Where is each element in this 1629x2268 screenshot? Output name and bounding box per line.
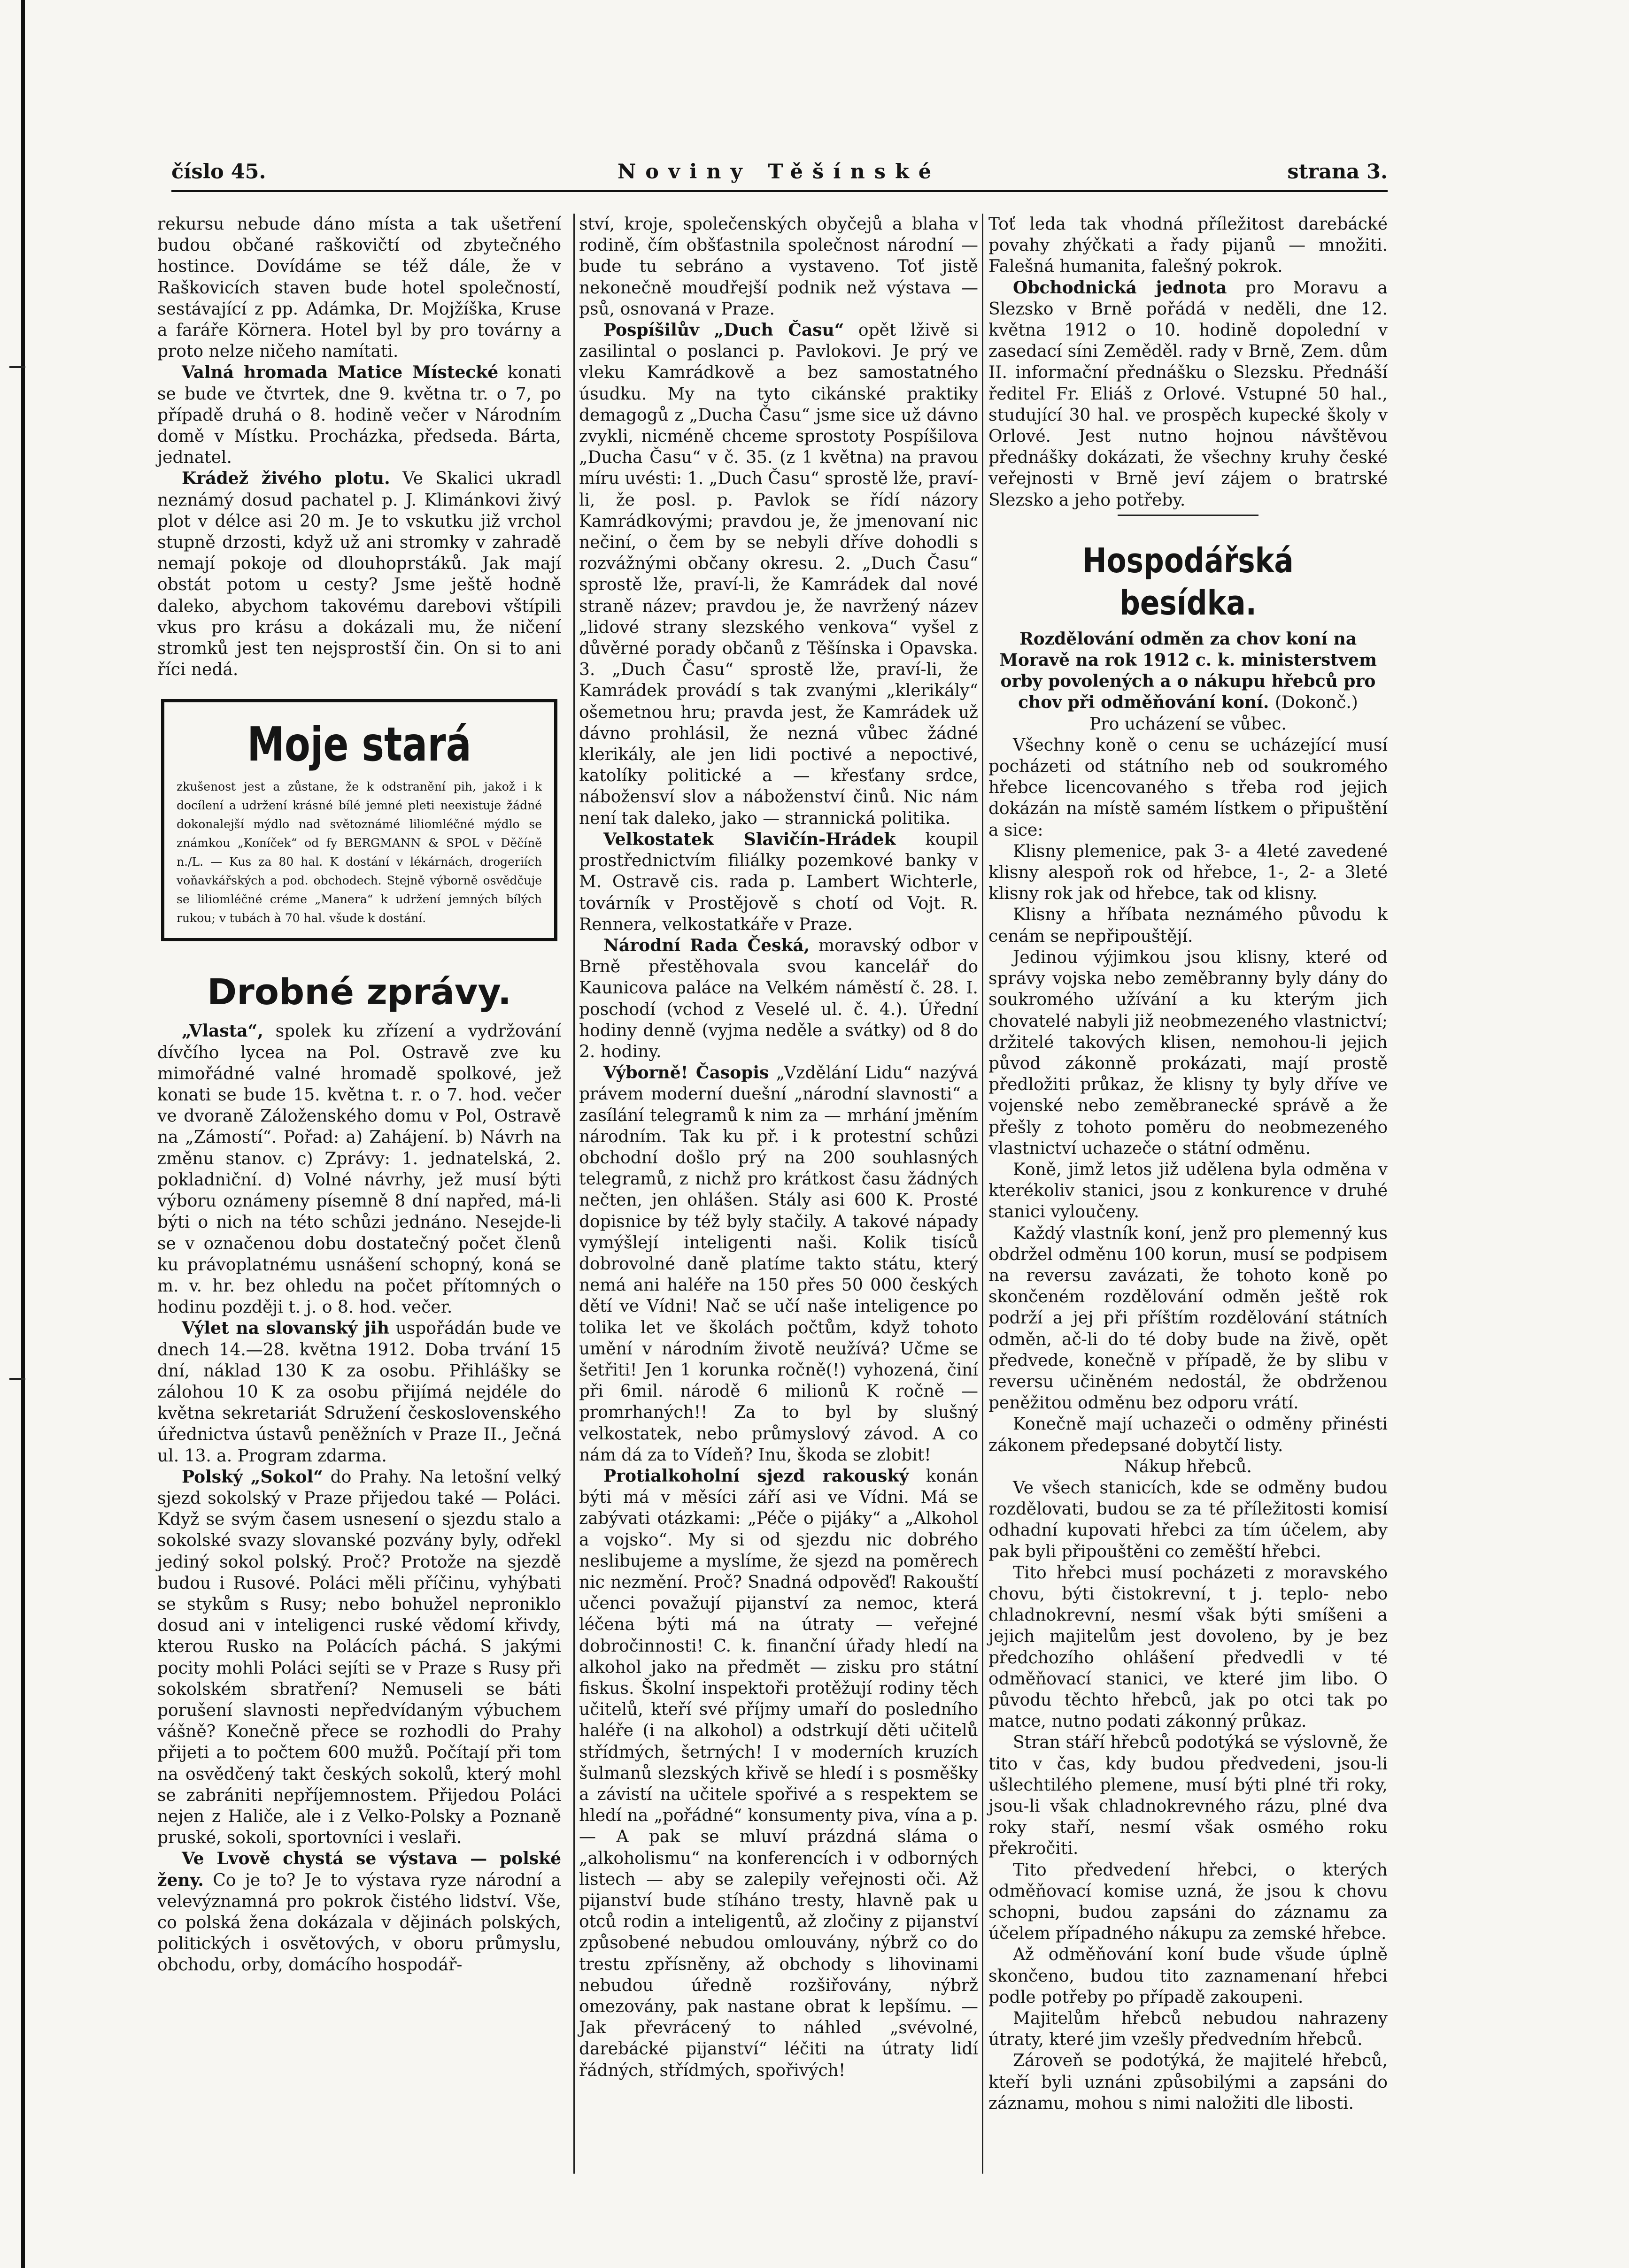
article [157, 1467, 561, 1849]
article-text: opět lživě si zasilintal o poslanci p. Pavlokovi. Je prý ve vleku Kamrádkově a bez samostatného úsudku. My na tyto cikánské praktiky demagogů z „Ducha Času“ jsme sice už dávno zvykli, nicméně chceme sprostoty Pospíšilova „Ducha Času“ v č. 35. (z 1 května) na pravou míru uvésti: 1. „Duch Času“ sprostě lže, praví-li, že posl. p. Pavlok se řídí názory Kamrádkovými; pravdou je, že jmenovaní nic nečiní, o čem by se nebyli dříve dohodli s rozvážnými občany okresu. 2. „Duch Času“ sprostě lže, praví-li, že Kamrádek dal nové straně název; pravdou je, že navržený název „lidové strany slezského venkova“ vyšel z důvěrné porady občanů z Těšínska i Opavska. 3. „Duch Času“ sprostě lže, praví-li, že Kamrádek provádí s tak zvanými „klerikály“ ošemetnou hru; pravda jest, že Kamrádek už dávno prohlásil, že nezná vůbec žádné klerikály, ale jen lidi poctivé a nepoctivé, katolíky politické a — křesťany srdce, nábožensví slov a náboženství činů. Nic nám není tak daleko, jako — strannická politika. [579, 321, 978, 828]
issue-number: číslo 45. [171, 160, 266, 184]
ad-body: zkušenost jest a zůstane, že k odstranění pih, jakož i k docílení a udržení krásné bílé jemné pleti neexistuje žádné dokonalejší mýdlo nad světoznámé liliomléčné mýdlo se známkou „Koníček“ od fy BERGMANN & SPOL v Děčíně n./L. — Kus za 80 hal. K dostání v lékárnách, drogeriích voňavkářských a pod. obchodech. Stejně výborně osvědčuje se liliomléčné créme „Manera“ k udržení jemných bílých rukou; v tubách à 70 hal. všude k dostání. [177, 780, 542, 925]
article [579, 214, 978, 320]
article-text: konán býti má v měsíci září asi ve Vídni. Má se zabývati otázkami: „Péče o pijáky“ a „Alkohol a vojsko“. My si od sjezdu nic dobrého neslibujeme a myslíme, že sjezd na poměrech nic nezmění. Proč? Snadná odpověď! Rakouští učenci považují pijanství za nemoc, která léčena býti má na útraty — veřejné dobročinnosti! C. k. finanční úřady hledí na alkohol jako na předmět — zisku pro státní fiskus. Školní inspektoři protěžují rodiny těch učitelů, kteří své příjmy umaří do posledního haléře (i na alkohol) a odstrkují děti učitelů střídmých, šetrných! I v moderních kruzích šulmanů slezských křivě se hledí i s posměšky a závistí na učitele spořivé a s respektem se hledí na „pořádné“ konsumenty piva, vína a p. — A pak se mluví prázdná sláma o „alkoholismu“ na konferencích i v odborných listech — aby se zalepily veřejnosti oči. Až pijanství bude stíháno tresty, hlavně pak u otců rodin a inteligentů, až zločiny z pijanství způsobené nebudou omlouvány, nýbrž co do trestu zpřísněny, až obchody s lihovinami nebudou úředně rozšiřovány, nýbrž omezovány, pak nastane obrat k lepšímu. — Jak převrácený to náhled „svévolné, darebácké pijanství“ léčiti na útraty lidí řádných, střídmých, spořivých! [579, 1466, 979, 2080]
newspaper-title: Noviny Těšínské [618, 160, 941, 184]
paragraph: Tito předvedení hřebci, o kterých odměňovací komise uzná, že jsou k chovu schopni, budou zapsáni do záznamu za účelem případného nákupu za zemské hřebce. [988, 1860, 1388, 1944]
edge-mark [9, 1378, 25, 1380]
article-lead: „Vlasta“, [182, 1021, 263, 1041]
article-lead: Národní Rada Česká, [603, 935, 810, 955]
article [157, 1318, 561, 1466]
article-lead: Polský „Sokol“ [182, 1467, 323, 1487]
section-title-hospodarska-besidka: Hospodářská besídka. [1082, 540, 1294, 623]
article [157, 1021, 561, 1318]
article [157, 362, 561, 468]
article [988, 214, 1388, 277]
page-edge [21, 0, 25, 2268]
article-text: ství, kroje, společenských obyčejů a blaha v rodině, čím obšťastnila společnost národní — bude tu sebráno a vystaveno. Toť jistě nekonečně moudřejší podnik než výstava — psů, osnovaná v Praze. [579, 215, 978, 319]
subheading: Nákup hřebců. [1124, 1457, 1252, 1476]
separator-rule [1118, 515, 1258, 516]
article-text: moravský odbor v Brně přestěhovala svou kancelář do Kaunicova paláce na Velkém náměstí č. 28. I. poschodí (vchod z Veselé ul. č. 4.). Úřední hodiny denně (vyjma neděle a svátky) od 8 do 2. hodiny. [579, 936, 979, 1061]
article-text: „Vzdělání Lidu“ nazývá právem moderní duešní „národní slavnosti“ a zasílání telegramů k nim za — mrhání jměním národním. Tak ku př. i k protestní schůzi obchodní došlo prý na 200 souhlasných telegramů, z nichž pro krátkost času žádných nečten, jen ohlášen. Stály asi 600 K. Prosté dopisnice by též byly stačily. A takové nápady vymýšlejí inteligenti naši. Kolik tisíců dobrovolné daně platíme takto státu, který nemá ani haléře na 150 přes 50 000 českých dětí ve Vídni! Nač se učí naše inteligence po tolika let ve školách počtům, když tohoto umění v národním životě neužívá? Učme se šetřiti! Jen 1 korunka ročně(!) vyhozená, činí při 6mil. národě 6 milionů K ročně — promrhaných!! Za to byl by slušný velkostatek, nebo průmyslový závod. A co nám dá za to Vídeň? Inu, škoda se zlobit! [579, 1063, 979, 1465]
paragraph: Ve všech stanicích, kde se odměny budou rozdělovati, budou se za té příležitosti komisí odhadní kupovati hřebci za tím účelem, aby pak byli připouštěni co zeměští hřebci. [988, 1478, 1388, 1561]
article [157, 1848, 561, 1976]
article [579, 1466, 978, 2081]
paragraph: Konečně mají uchazeči o odměny přinésti zákonem předepsané dobytčí listy. [988, 1415, 1388, 1455]
article-lead: Obchodnická jednota [1013, 277, 1227, 298]
column-rule [982, 214, 983, 2174]
article-text: konati se bude ve čtvrtek, dne 9. května tr. o 7, po případě druhá o 8. hodině večer v Národním domě v Místku. Procházka, předseda. Bárta, jednatel. [157, 363, 561, 468]
article [579, 935, 978, 1062]
column-1 [157, 214, 561, 1976]
article-lead: Krádež živého plotu. [182, 469, 390, 489]
paragraph: Tito hřebci musí pocházeti z moravského chovu, býti čistokrevní, t j. teplo- nebo chladnokrevní, nesmí však býti smíšeni a jejich majitelům jest dovoleno, by je bez předchozího ohlášení předvedli v té odměňovací stanici, ve které jim libo. O původu těchto hřebců, jak po otci tak po matce, nutno podati zákonný průkaz. [988, 1563, 1388, 1731]
paragraph: Všechny koně o cenu se ucházející musí pocházeti od státního neb od soukromého hřebce licencovaného s třeba rod jejich dokázán na místě samém lístkem o připuštění a sice: [988, 735, 1388, 840]
advertisement-box [161, 699, 557, 941]
article-text: Toť leda tak vhodná příležitost darebácké povahy zhýčkati a řady pijanů — množiti. Falešná humanita, falešný pokrok. [988, 215, 1388, 277]
article [988, 277, 1388, 511]
column-2 [579, 214, 978, 2081]
article [579, 1062, 978, 1466]
paragraph: Majitelům hřebců nebudou nahrazeny útraty, které jim vzešly předvedním hřebců. [988, 2009, 1388, 2050]
paragraph: Klisny a hříbata neznámého původu k cenám se nepřipouštějí. [988, 905, 1388, 946]
paragraph: Jedinou výjimkou jsou klisny, které od správy vojska nebo zeměbranny byly dány do soukromého užívání a ku kterým jich chovatelé nabyli již neobmezeného vlastnictví; držitelé takových klisen, nemohou-li jejich původ zákonně prokázati, mají prostě předložiti průkaz, že klisny ty byly dříve ve vojenské nebo zeměbranecké správě a že přešly z tohoto poměru do neobmezeného vlastnictví uchazeče o státní odměnu. [988, 947, 1388, 1158]
column-3 [988, 214, 1388, 2114]
section-title-drobne-zpravy: Drobné zprávy. [207, 971, 511, 1013]
article-text: spolek ku zřízení a vydržování dívčího lycea na Pol. Ostravě zve ku mimořádné valné hromadě spolkové, jež konati se bude 15. května t. r. o 7. hod. večer ve dvoraně Záloženského domu v Pol, Ostravě na „Zámostí“. Pořad: a) Zahájení. b) Návrh na změnu stanov. c) Zprávy: 1. jednatelská, 2. pokladniční. d) Volné návrhy, jež musí býti výboru oznámeny písemně 8 dní napřed, má-li býti o nich na této schůzi jednáno. Nesejde-li se v označenou dobu dostatečný počet členů ku právoplatnému usnášení schopný, koná se m. v. hr. bez ohledu na počet přítomných o hodinu později t. j. o 8. hod. večer. [157, 1022, 561, 1317]
article-subtitle: Rozdělování odměn za chov koní na Moravě na rok 1912 c. k. ministerstvem orby povolených a o nákupu hřebců pro chov při odměňování koní. (Dokonč.) [999, 629, 1377, 713]
page-header [171, 156, 1388, 189]
article-lead: Velkostatek Slavičín-Hrádek [603, 829, 896, 849]
paragraph: Zároveň se podotýká, že majitelé hřebců, kteří byli uznáni způsobilými a zapsáni do záznamu, mohou s nimi naložiti dle libosti. [988, 2051, 1388, 2113]
article-text: Co je to? Je to výstava ryze národní a velevýznamná pro pokrok čistého lidství. Vše, co polská žena dokázala v dějinách polských, politických i osvětových, v oboru průmyslu, obchodu, orby, domácího hospodář- [157, 1870, 561, 1975]
article-text: pro Moravu a Slezsko v Brně pořádá v neděli, dne 12. května 1912 o 10. hodině dopolední v zasedací síni Zeměděl. rady v Brně, Zem. dům II. informační přednášku o Slezsku. Přednáší ředitel Fr. Eliáš z Orlové. Vstupné 50 hal., studující 30 hal. ve prospěch kupecké školy v Orlové. Jest nutno hojnou návštěvou přednášky dokázati, že všechny kruhy české veřejnosti v Brně jeví zájem o bratrské Slezsko a jeho potřeby. [988, 278, 1388, 510]
column-rule [573, 214, 575, 2174]
article-text: Ve Skalici ukradl neznámý dosud pachatel p. J. Klimánkovi živý plot v délce asi 20 m. Je to vskutku již vrchol stupně drzosti, když už ani stromky v zahradě nemají pokoje od dlouhoprstáků. Jak mají obstát potom u cesty? Jsme ještě hodně daleko, abychom takovému darebovi vštípili vkus pro krásu a dokázali mu, že ničení stromků jest ten nejsprostší čin. On si to ani říci nedá. [157, 469, 561, 680]
continuation-note: (Dokonč.) [1274, 693, 1358, 713]
article-lead: Ve Lvově chystá se výstava — polské ženy. [157, 1849, 561, 1890]
article-text: uspořádán bude ve dnech 14.—28. května 1912. Doba trvání 15 dní, náklad 130 K za osobu. Přihlášky se zálohou 10 K za osobu přijímá nejdéle do května sekretariát Sdružení československého úřednictva ústavů peněžních v Praze II., Ječná ul. 13. a. Program zdarma. [157, 1319, 561, 1466]
ad-title: Moje stará [247, 717, 471, 772]
article-lead: Protialkoholní sjezd rakouský [603, 1466, 909, 1486]
header-rule [171, 190, 1388, 192]
article-lead: Valná hromada Matice Místecké [182, 362, 499, 383]
article-lead: Výborně! Časopis [603, 1063, 769, 1083]
subheading: Pro ucházení se vůbec. [1089, 714, 1287, 734]
article-lead: Pospíšilův „Duch Času“ [603, 320, 844, 340]
paragraph: Koně, jimž letos již udělena byla odměna v kterékoliv stanici, jsou z konkurence v druhé stanici vyloučeny. [988, 1160, 1388, 1222]
page-number: strana 3. [1287, 160, 1388, 184]
article-text: do Prahy. Na letošní velký sjezd sokolský v Praze přijedou také — Poláci. Když se svým časem usnesení o sjezdu stalo a sokolské svazy slovanské pozvány byly, odřekl jediný sokol polský. Proč? Protože na sjezdě budou i Rusové. Poláci měli příčinu, vyhýbati se stykům s Rusy; nebo bohužel neproniklo dosud ani v inteligenci ruské vědomí křivdy, kterou Rusko na Polácích páchá. S jakými pocity mohli Poláci sejíti se v Praze s Rusy při sokolském sbratření? Nemuseli se báti porušení slavnosti nepředvídaným výbuchem vášně? Konečně přece se rozhodli do Prahy přijeti a to počtem 600 mužů. Počítají při tom na osvědčený takt českých sokolů, který mohl se zabrániti nepříjemnostem. Přijedou Poláci nejen z Haliče, ale i z Velko-Polsky a Poznaně pruské, sokoli, sportovníci i veslaři. [157, 1467, 561, 1848]
paragraph: Každý vlastník koní, jenž pro plemenný kus obdržel odměnu 100 korun, musí se podpisem na reversu zavázati, že tohoto koně po skončeném rozdělování odměn ještě rok podrží a jej při příštím rozdělování státních odměn, ač-li do té doby bude na živě, opět předvede, konečně v případě, že by slibu v reversu učiněném nedostál, že obdrženou peněžitou odměnu bez odporu vrátí. [988, 1223, 1388, 1413]
paragraph: Klisny plemenice, pak 3- a 4leté zavedené klisny alespoň rok od hřebce, 1-, 2- a 3leté klisny rok jak od hřebce, tak od klisny. [988, 841, 1388, 904]
edge-mark [9, 366, 25, 368]
article-text: koupil prostřednictvím filiálky pozemkové banky v M. Ostravě cis. rada p. Lambert Wichterle, továrník v Prostějově s chotí od Vojt. R. Rennera, velkostatkáře v Praze. [579, 830, 978, 934]
article-lead: Výlet na slovanský jih [182, 1318, 389, 1338]
article [157, 468, 561, 680]
article [579, 320, 978, 829]
article-text: rekursu nebude dáno místa a tak ušetření budou občané raškovičtí od zbytečného hostince. Dovídáme se též dále, že v Raškovicích staven bude hotel společností, sestávající z pp. Adámka, Dr. Mojžíška, Kruse a faráře Körnera. Hotel byl by pro továrny a proto nelze ničeho namítati. [157, 215, 561, 361]
paragraph: Až odměňování koní bude všude úplně skončeno, budou tito zaznamenaní hřebci podle potřeby po případě zakoupeni. [988, 1945, 1388, 2007]
paragraph: Stran stáří hřebců podotýká se výslovně, že tito v čas, kdy budou předvedeni, jsou-li ušlechtilého plemene, musí býti plné tři roky, jsou-li však chladnokrevného rázu, plné dva roky staří, nesmí však osmého roku překročiti. [988, 1733, 1388, 1859]
article [579, 829, 978, 935]
